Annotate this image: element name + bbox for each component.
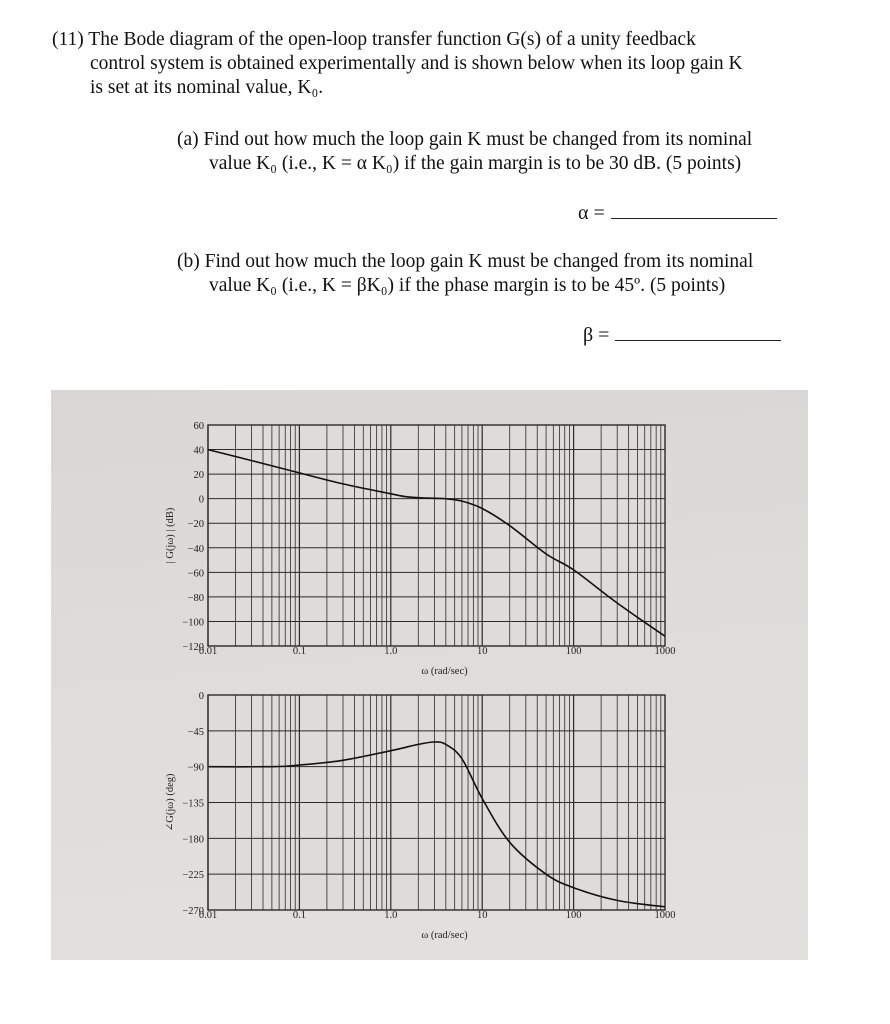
magnitude-y-tick-label: −100 [182, 617, 204, 629]
phase-y-tick-label: −180 [182, 834, 204, 846]
part-a-line-2: value K₀ (i.e., K = α K₀) if the gain margin is to be 30 dB. (5 points) [209, 153, 742, 174]
magnitude-x-tick-label: 1.0 [384, 646, 398, 657]
magnitude-x-tick-label: 10 [476, 646, 488, 657]
magnitude-y-tick-label: −60 [187, 568, 204, 580]
magnitude-y-tick-label: −40 [187, 543, 204, 555]
phase-y-tick-label: −135 [182, 798, 204, 810]
magnitude-plot [165, 421, 676, 677]
phase-y-axis-label: ∠G(jω) (deg) [165, 773, 176, 832]
part-b-line-1: (b) Find out how much the loop gain K must be changed from its nominal [177, 251, 754, 272]
beta-answer-line[interactable] [615, 340, 781, 341]
magnitude-y-tick-label: 0 [198, 494, 204, 506]
magnitude-x-tick-label: 0.01 [198, 646, 218, 657]
phase-y-tick-label: −225 [182, 870, 204, 882]
alpha-answer-label: α = [578, 202, 605, 224]
phase-y-tick-label: −45 [187, 726, 204, 738]
phase-x-tick-label: 0.01 [198, 910, 218, 921]
magnitude-y-axis-label: | G(jω) | (dB) [165, 507, 176, 564]
magnitude-x-axis-label: ω (rad/sec) [421, 666, 468, 677]
beta-answer[interactable] [583, 324, 781, 347]
question-intro-line-2: control system is obtained experimentally and is shown below when its loop gain K [90, 53, 743, 74]
magnitude-y-tick-label: −120 [182, 642, 204, 653]
alpha-answer[interactable] [578, 202, 777, 225]
bode-diagram [51, 390, 808, 960]
phase-x-tick-label: 0.1 [292, 910, 306, 921]
magnitude-x-tick-label: 0.1 [292, 646, 306, 657]
beta-answer-label: β = [583, 324, 610, 346]
phase-y-tick-label: 0 [198, 691, 204, 702]
part-b [177, 250, 837, 298]
phase-plot [165, 691, 676, 941]
question-intro [52, 28, 822, 100]
magnitude-y-tick-label: −80 [187, 592, 204, 604]
phase-x-tick-label: 1.0 [384, 910, 398, 921]
magnitude-y-tick-label: 60 [193, 421, 204, 432]
magnitude-x-tick-label: 100 [565, 646, 582, 657]
phase-y-tick-label: −270 [182, 906, 204, 917]
magnitude-y-tick-label: 20 [193, 470, 204, 482]
phase-x-axis-label: ω (rad/sec) [421, 930, 468, 941]
magnitude-plot-frame [208, 425, 665, 646]
question-intro-line-1: (11) The Bode diagram of the open-loop transfer function G(s) of a unity feedback [52, 29, 696, 50]
question-intro-line-3: is set at its nominal value, K₀. [90, 77, 324, 98]
bode-diagram-photo [51, 390, 808, 960]
alpha-answer-line[interactable] [611, 218, 777, 219]
question-block [52, 28, 822, 100]
phase-x-tick-label: 1000 [654, 910, 676, 921]
phase-y-tick-label: −90 [187, 762, 204, 774]
phase-x-tick-label: 10 [476, 910, 488, 921]
magnitude-y-tick-label: 40 [193, 445, 204, 457]
part-a-line-1: (a) Find out how much the loop gain K must be changed from its nominal [177, 129, 753, 150]
part-a [177, 128, 837, 176]
phase-x-tick-label: 100 [565, 910, 582, 921]
magnitude-x-tick-label: 1000 [654, 646, 676, 657]
magnitude-y-tick-label: −20 [187, 519, 204, 531]
part-b-line-2: value K₀ (i.e., K = βK₀) if the phase margin is to be 45º. (5 points) [209, 275, 726, 296]
